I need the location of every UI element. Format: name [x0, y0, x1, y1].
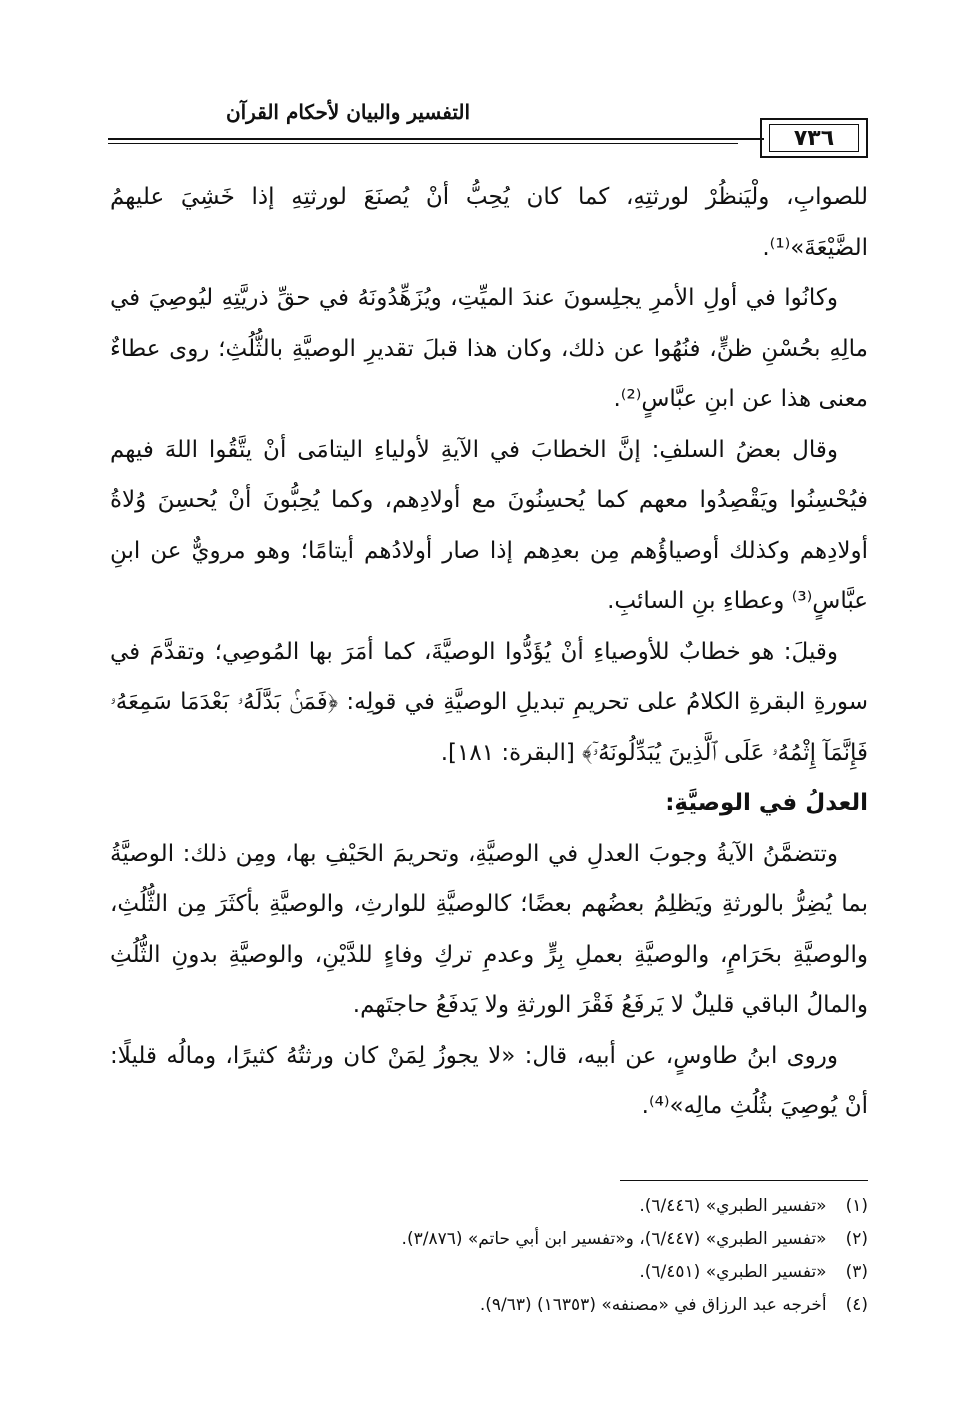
footnote-number: (٢) — [845, 1229, 868, 1249]
footnote-text: «تفسير الطبري» (٦/٤٥١). — [639, 1262, 827, 1282]
footnote-text: أخرجه عبد الرزاق في «مصنفه» (١٦٣٥٣) (٩/٦٣). — [479, 1295, 827, 1315]
footnote-1 — [110, 1190, 868, 1223]
footnote-4 — [110, 1289, 868, 1322]
footnote-3 — [110, 1256, 868, 1289]
paragraph-5: وتتضمَّنُ الآيةُ وجوبَ العدلِ في الوصيَّةِ، وتحريمَ الحَيْفِ بها، ومِن ذلك: الوصيَّةُ بما يُضِرُّ بالورثةِ ويَظلِمُ بعضُهم بعضًا؛ كالوصيَّةِ للوارثِ، والوصيَّةِ بأكثَرَ مِن الثُّلُثِ، والوصيَّةِ بحَرَامٍ، والوصيَّةِ بعملِ بِرٍّ وعدمِ تركِ وفاءٍ للدَّيْنِ، والوصيَّةِ بدونِ الثُّلُثِ والمالُ الباقي قليلٌ لا يَرفَعُ فَقْرَ الورثةِ ولا يَدفَعُ حاجتَهم. — [110, 840, 868, 1018]
paragraph-3: وقال بعضُ السلفِ: إنَّ الخطابَ في الآيةِ لأولياءِ اليتامَى أنْ يتَّقُوا اللهَ فيهم فيُحْسِنُوا ويَقْصِدُوا معهم كما يُحسِنُونَ مع أولادِهم، وكما يُحِبُّونَ أنْ يُحسِنَ وُلاةُ أولادِهم وكذلك أوصياؤُهم مِن بعدِهم إذا صار أولادُهم أيتامًا؛ وهو مرويٌّ عن ابنِ عبَّاسٍ⁽³⁾ وعطاءِ بنِ السائبِ. — [110, 436, 868, 614]
page-number-frame — [760, 118, 868, 158]
footnotes — [110, 1190, 868, 1322]
page-header — [108, 98, 868, 158]
main-text — [110, 172, 868, 1132]
footnote-text: «تفسير الطبري» (٦/٤٤٧)، و«تفسير ابن أبي حاتم» (٣/٨٧٦). — [401, 1229, 827, 1249]
paragraph-4: وقيلَ: هو خطابٌ للأوصياءِ أنْ يُؤَدُّوا الوصيَّةَ، كما أمَرَ بها المُوصِي؛ وتقدَّمَ في سورةِ البقرةِ الكلامُ على تحريمِ تبديلِ الوصيَّةِ في قولِه: ﴿فَمَنۢ بَدَّلَهُۥ بَعْدَمَا سَمِعَهُۥ فَإِنَّمَآ إِثْمُهُۥ عَلَى ٱلَّذِينَ يُبَدِّلُونَهُۥٓ﴾ [البقرة: ١٨١]. — [110, 638, 868, 766]
paragraph-2: وكانُوا في أولِ الأمرِ يجلِسونَ عندَ الميِّتِ، ويُزَهِّدُونَهُ في حقِّ ذريَّتِهِ ليُوصِيَ في مالِهِ بحُسْنِ ظنٍّ، فنُهُوا عن ذلك، وكان هذا قبلَ تقديرِ الوصيَّةِ بالثُّلُثِ؛ روى عطاءٌ معنى هذا عن ابنِ عبَّاسٍ⁽²⁾. — [110, 285, 868, 412]
footnote-text: «تفسير الطبري» (٦/٤٤٦). — [639, 1196, 827, 1216]
paragraph-6: وروى ابنُ طاوسٍ، عن أبيه، قال: «لا يجوزُ لِمَنْ كان ورثتُهُ كثيرًا، ومالُه قليلًا: أنْ يُوصِيَ بثُلُثِ مالِه»⁽⁴⁾. — [110, 1042, 868, 1119]
footnote-number: (٣) — [845, 1262, 868, 1282]
header-rule — [108, 138, 738, 144]
paragraph-1: للصوابِ، ولْيَنظُرْ لورثتِهِ، كما كان يُحِبُّ أنْ يُصنَعَ لورثتِهِ إذا خَشِيَ عليهمُ الضَّيْعَةَ»⁽¹⁾. — [110, 184, 868, 261]
book-title: التفسير والبيان لأحكام القرآن — [225, 100, 471, 124]
footnote-number: (١) — [845, 1196, 868, 1216]
footnote-number: (٤) — [845, 1295, 868, 1315]
page-number: ٧٣٦ — [769, 124, 859, 152]
footnote-separator — [620, 1180, 868, 1181]
section-heading: العدلُ في الوصيَّةِ: — [665, 790, 868, 816]
footnote-2 — [110, 1223, 868, 1256]
